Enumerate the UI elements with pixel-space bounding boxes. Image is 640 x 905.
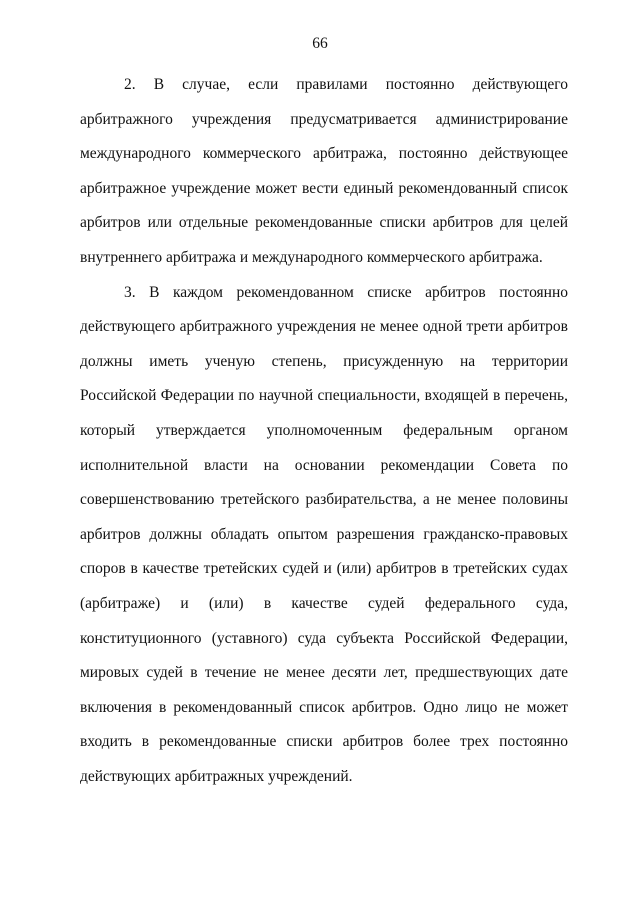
page-number: 66 — [312, 35, 328, 52]
document-body — [80, 68, 568, 794]
paragraph-2: 2. В случае, если правилами постоянно действующего арбитражного учреждения предусматривается администрирование международного коммерческого арбитража, постоянно действующее арбитражное учреждение может вести единый рекомендованный список арбитров или отдельные рекомендованные списки арбитров для целей внутреннего арбитража и международного коммерческого арбитража. — [80, 76, 568, 266]
paragraph-3: 3. В каждом рекомендованном списке арбитров постоянно действующего арбитражного учреждения не менее одной трети арбитров должны иметь ученую степень, присужденную на территории Российской Федерации по научной специальности, входящей в перечень, который утверждается уполномоченным федеральным органом исполнительной власти на основании рекомендации Совета по совершенствованию третейского разбирательства, а не менее половины арбитров должны обладать опытом разрешения гражданско-правовых споров в качестве третейских судей и (или) арбитров в третейских судах (арбитраже) и (или) в качестве судей федерального суда, конституционного (уставного) суда субъекта Российской Федерации, мировых судей в течение не менее десяти лет, предшествующих дате включения в рекомендованный список арбитров. Одно лицо не может входить в рекомендованные списки арбитров более трех постоянно действующих арбитражных учреждений. — [80, 283, 568, 785]
